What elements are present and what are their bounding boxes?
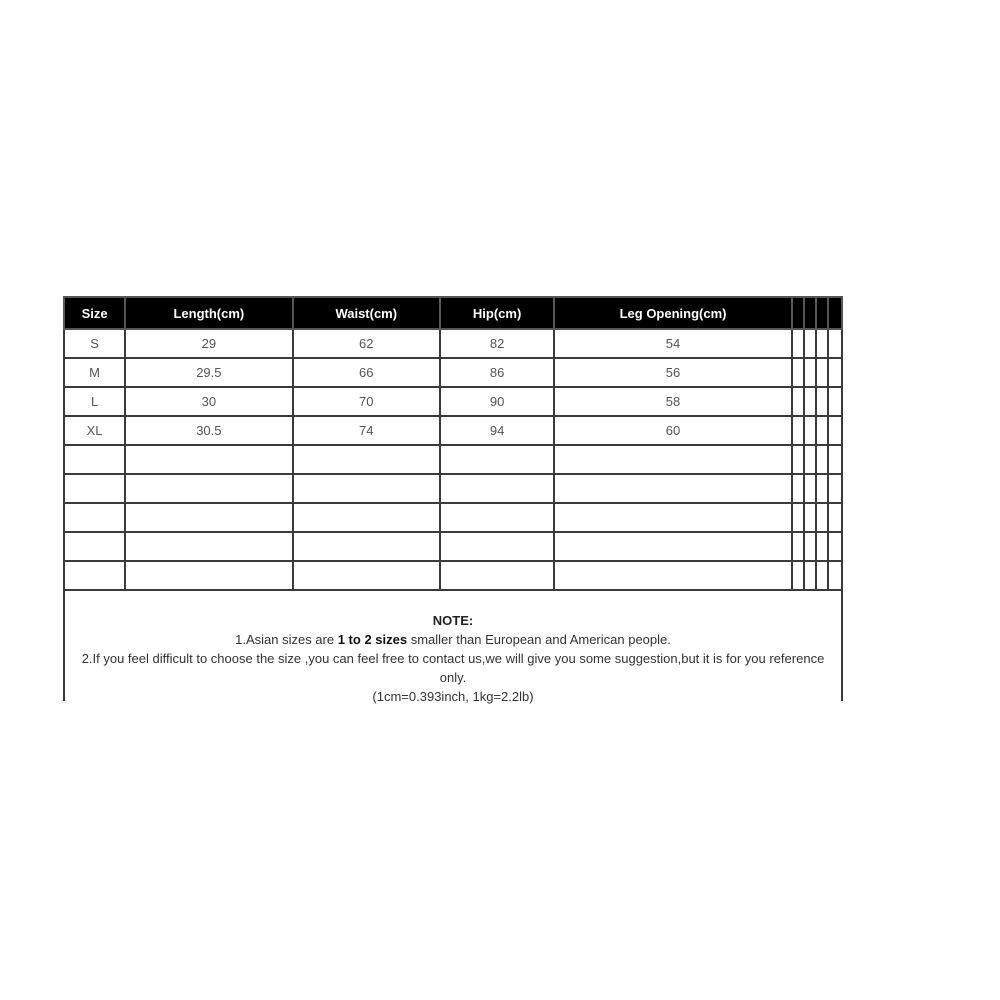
cell-empty (816, 358, 828, 387)
cell-empty (293, 561, 440, 590)
cell-empty (816, 445, 828, 474)
table-row (64, 358, 842, 387)
cell-empty (816, 532, 828, 561)
header-extra (816, 297, 828, 329)
cell-empty (828, 532, 842, 561)
cell-leg-opening: 60 (554, 416, 792, 445)
cell-empty (64, 503, 125, 532)
cell-empty (828, 416, 842, 445)
cell-empty (804, 329, 816, 358)
cell-length: 30 (125, 387, 292, 416)
header-extra (828, 297, 842, 329)
cell-empty (554, 532, 792, 561)
table-row-empty (64, 474, 842, 503)
note-title: NOTE: (432, 613, 474, 628)
cell-empty (293, 503, 440, 532)
table-row-empty (64, 445, 842, 474)
cell-empty (828, 358, 842, 387)
cell-size: L (64, 387, 125, 416)
cell-length: 30.5 (125, 416, 292, 445)
table-row-empty (64, 503, 842, 532)
header-size: Size (64, 297, 125, 329)
cell-empty (816, 561, 828, 590)
note-line-3: (1cm=0.393inch, 1kg=2.2lb) (372, 689, 534, 704)
cell-empty (828, 503, 842, 532)
cell-empty (804, 445, 816, 474)
cell-empty (64, 561, 125, 590)
cell-size: M (64, 358, 125, 387)
size-table (63, 296, 843, 591)
cell-leg-opening: 56 (554, 358, 792, 387)
cell-empty (440, 561, 554, 590)
cell-empty (804, 503, 816, 532)
cell-leg-opening: 58 (554, 387, 792, 416)
cell-empty (828, 445, 842, 474)
cell-empty (804, 561, 816, 590)
cell-empty (554, 445, 792, 474)
cell-waist: 70 (293, 387, 440, 416)
cell-empty (64, 474, 125, 503)
cell-hip: 90 (440, 387, 554, 416)
cell-empty (804, 532, 816, 561)
cell-empty (125, 445, 292, 474)
empty-rows (64, 445, 842, 590)
cell-hip: 94 (440, 416, 554, 445)
cell-empty (554, 561, 792, 590)
cell-empty (125, 474, 292, 503)
cell-empty (828, 561, 842, 590)
cell-empty (792, 416, 804, 445)
cell-size: XL (64, 416, 125, 445)
size-chart (63, 296, 843, 704)
cell-empty (816, 503, 828, 532)
header-extra (804, 297, 816, 329)
cell-empty (792, 329, 804, 358)
header-extra (792, 297, 804, 329)
table-row (64, 416, 842, 445)
note-line-1-bold: 1 to 2 sizes (337, 632, 408, 647)
cell-length: 29.5 (125, 358, 292, 387)
cell-empty (792, 387, 804, 416)
cell-empty (554, 503, 792, 532)
cell-hip: 82 (440, 329, 554, 358)
cell-empty (816, 387, 828, 416)
table-row (64, 329, 842, 358)
cell-empty (816, 416, 828, 445)
cell-leg-opening: 54 (554, 329, 792, 358)
table-row (64, 387, 842, 416)
cell-hip: 86 (440, 358, 554, 387)
cell-empty (792, 561, 804, 590)
cell-empty (554, 474, 792, 503)
cell-empty (293, 474, 440, 503)
cell-empty (64, 445, 125, 474)
cell-empty (816, 329, 828, 358)
cell-empty (125, 532, 292, 561)
note-line-1 (65, 630, 841, 649)
cell-empty (828, 329, 842, 358)
cell-empty (125, 503, 292, 532)
cell-empty (828, 387, 842, 416)
note-line-2: 2.If you feel difficult to choose the size ,you can feel free to contact us,we will give you some suggestion,but it is for you reference only. (81, 651, 825, 685)
cell-empty (816, 474, 828, 503)
cell-empty (792, 532, 804, 561)
note-line-1-text-end: smaller than European and American people. (407, 632, 671, 647)
cell-empty (804, 387, 816, 416)
cell-empty (792, 445, 804, 474)
table-row-empty (64, 561, 842, 590)
cell-empty (440, 445, 554, 474)
cell-waist: 74 (293, 416, 440, 445)
table-header-row (64, 297, 842, 329)
header-leg-opening: Leg Opening(cm) (554, 297, 792, 329)
cell-length: 29 (125, 329, 292, 358)
cell-empty (804, 474, 816, 503)
header-waist: Waist(cm) (293, 297, 440, 329)
size-note (63, 591, 843, 704)
cell-empty (440, 503, 554, 532)
cell-empty (293, 532, 440, 561)
cell-waist: 62 (293, 329, 440, 358)
cell-empty (440, 532, 554, 561)
cell-empty (64, 532, 125, 561)
header-hip: Hip(cm) (440, 297, 554, 329)
cell-size: S (64, 329, 125, 358)
cell-empty (804, 358, 816, 387)
cell-empty (293, 445, 440, 474)
cell-empty (792, 358, 804, 387)
cell-empty (804, 416, 816, 445)
cell-empty (792, 503, 804, 532)
cell-empty (440, 474, 554, 503)
cell-empty (828, 474, 842, 503)
header-length: Length(cm) (125, 297, 292, 329)
table-row-empty (64, 532, 842, 561)
cell-empty (125, 561, 292, 590)
note-line-1-text: 1.Asian sizes are (235, 632, 338, 647)
cell-waist: 66 (293, 358, 440, 387)
cell-empty (792, 474, 804, 503)
